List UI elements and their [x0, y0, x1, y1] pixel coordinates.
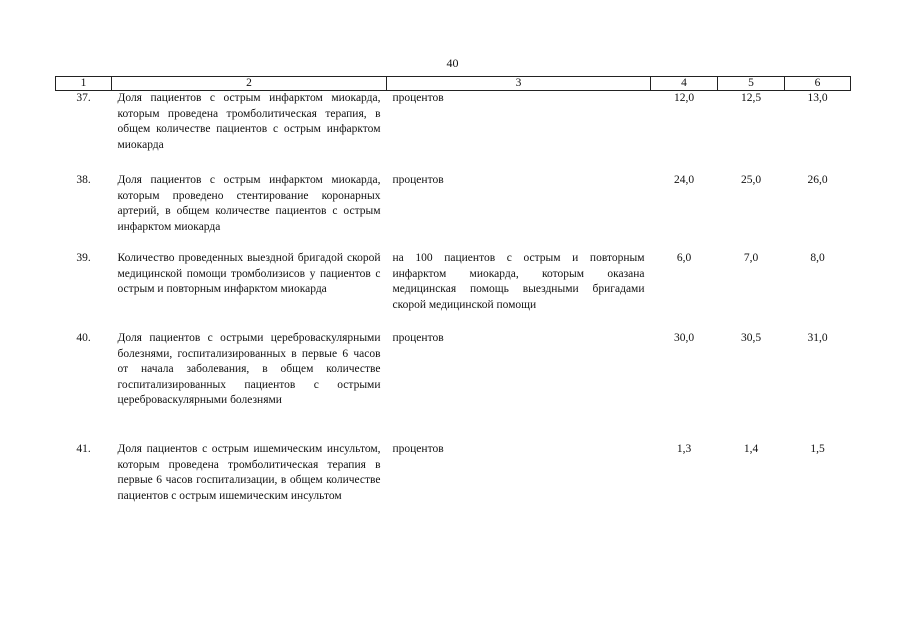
value-col-6: 31,0	[807, 332, 828, 344]
value-col-4: 1,3	[676, 443, 692, 455]
indicators-table	[55, 76, 851, 532]
unit-of-measure: процентов	[392, 92, 444, 104]
page-number: 40	[446, 56, 459, 70]
column-header-6: 6	[785, 77, 851, 91]
column-header-1: 1	[56, 77, 112, 91]
table-row	[56, 91, 851, 174]
value-col-4: 24,0	[673, 174, 695, 186]
value-col-6: 1,5	[810, 443, 825, 455]
unit-of-measure: процентов	[392, 174, 444, 186]
table-row	[56, 442, 851, 532]
table-header-row	[56, 77, 851, 91]
value-col-6: 26,0	[807, 174, 828, 186]
unit-of-measure: процентов	[392, 443, 444, 455]
indicator-name: Доля пациентов с острым инфарктом миокарда, которым проведена тромболитическая терапия, в общем количестве пациентов с острым инфарктом миокарда	[117, 92, 381, 151]
row-number: 37.	[76, 92, 91, 104]
value-col-5: 1,4	[743, 443, 759, 455]
indicator-name: Количество проведенных выездной бригадой скорой медицинской помощи тромболизисов у пациентов с острым и повторным инфарктом миокарда	[117, 252, 381, 296]
row-number: 38.	[76, 174, 91, 186]
column-header-5: 5	[718, 77, 785, 91]
indicator-name: Доля пациентов с острым ишемическим инсультом, которым проведена тромболитическая терапия в первые 6 часов госпитализации, в общем количестве пациентов с острым ишемическим инсультом	[117, 443, 381, 502]
indicator-name: Доля пациентов с острым инфарктом миокарда, которым проведено стентирование коронарных артерий, в общем количестве пациентов с острым инфарктом миокарда	[117, 174, 381, 233]
unit-of-measure: процентов	[392, 332, 444, 344]
value-col-6: 13,0	[807, 92, 828, 104]
row-number: 39.	[76, 252, 91, 264]
value-col-5: 30,5	[740, 332, 762, 344]
row-number: 40.	[76, 332, 91, 344]
value-col-6: 8,0	[810, 252, 825, 264]
row-number: 41.	[76, 443, 91, 455]
value-col-4: 30,0	[673, 332, 695, 344]
unit-of-measure: на 100 пациентов с острым и повторным инфарктом миокарда, которым оказана медицинская помощь выездными бригадами скорой медицинской помощи	[392, 252, 645, 311]
value-col-5: 7,0	[743, 252, 759, 264]
table-row	[56, 173, 851, 251]
column-header-3: 3	[387, 77, 651, 91]
table-row	[56, 331, 851, 442]
value-col-4: 6,0	[676, 252, 692, 264]
value-col-5: 12,5	[740, 92, 762, 104]
table-row	[56, 251, 851, 331]
value-col-5: 25,0	[740, 174, 762, 186]
column-header-2: 2	[112, 77, 387, 91]
value-col-4: 12,0	[673, 92, 695, 104]
indicator-name: Доля пациентов с острыми цереброваскулярными болезнями, госпитализированных в первые 6 часов от начала заболевания, в общем количестве госпитализированных пациентов с острыми цереброваскулярными болезнями	[117, 332, 381, 407]
column-header-4: 4	[651, 77, 718, 91]
